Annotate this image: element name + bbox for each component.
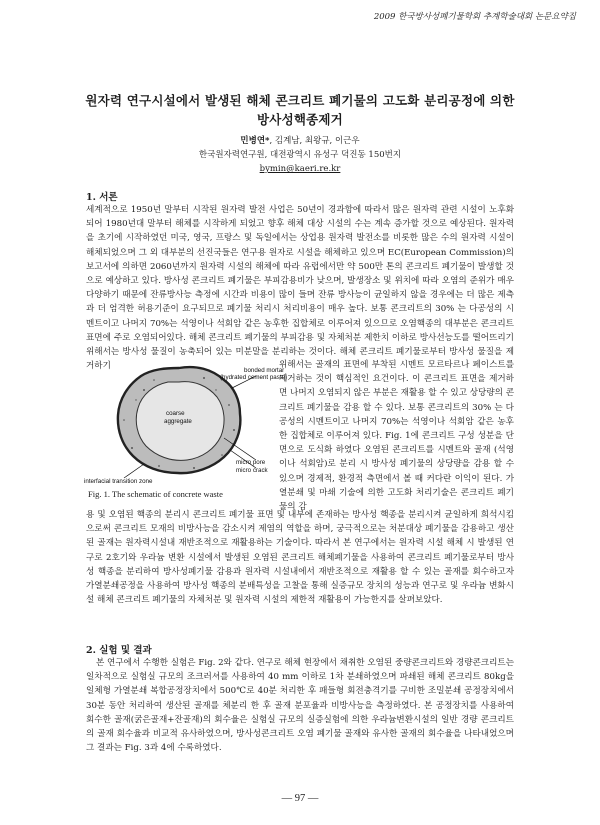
page-number: — 97 — [281,793,319,804]
section-1-right-column [279,358,514,513]
co-authors: , 김계남, 최왕규, 이근우 [269,136,360,146]
section-1-continuation [86,508,514,636]
label-coarse-line2: aggregate [164,418,192,425]
author-list [0,134,600,148]
label-micro-crack: micro crack [236,467,268,474]
section-2-heading: 2. 실험 및 결과 [86,645,152,656]
label-itz: interfacial transition zone [84,478,153,485]
lead-author: 민병연* [240,136,270,146]
concrete-schematic-diagram [84,360,288,485]
section-1-continuation-body: 용 및 오염된 핵종의 분리시 콘크리트 폐기물 표면 및 내부에 존재하는 방사성 핵종을 분리시켜 균일하게 희석시킴으로써 콘크리트 모재의 비방사능을 감소시켜 제염의 역할을 하며, 궁극적으로는 처분대상 폐기물을 감용하고 생산된 골재는 원자력시설내 재반조적으로 재활용하는 기술이다. 따라서 본 연구에서는 원자력 시설 해체 시 발생된 연구로 2호기와 우라늄 변환 시설에서 발생된 오염된 콘크리트 해체폐기물을 사용하여 콘크리트 폐기물로부터 방사성 핵종을 분리하여 방사성폐기물 감용과 원자력 시설내에서 재반조적으로 재활용 할 수 있는 골재를 회수하고자 가열분쇄공정을 사용하여 방사성 핵종의 분배특성을 고찰을 통해 실증규모 장치의 성능과 연구로 및 우라늄 변화시설 해체 콘크리트 폐기물의 자체처분 및 원자력 시설의 제한적 재활용이 가능한지를 살펴보았다. [86,510,514,606]
title-line-1: 원자력 연구시설에서 발생된 해체 콘크리트 폐기물의 고도화 분리공정에 의한 [85,93,515,108]
section-1-right-body: 위해서는 골재의 표면에 부착된 시멘트 모르타르나 페이스트를 제거하는 것이 핵심적인 요건이다. 이 콘크리트 표면을 제거하면 나머지 오염되지 않은 부분은 재활용 할 수 있고 상당량의 콘크리트 폐기물을 감용 할 수 있다. 보통 콘크리트의 30% 는 다공성의 시멘트이고 나머지 70%는 석영이나 석회암 같은 농후한 집합체로 이루어져 있다. Fig. 1에 콘크리트 구성 성분을 단면으로 도식화 하였다 오염된 콘크리트를 시멘트와 골재 (석영이나 석회암)로 분리 시 방사성 폐기물의 상당량을 감용 할 수 있으며 경제적, 환경적 측면에서 볼 때 커다란 이익이 된다. 가열분쇄 및 마쇄 기술에 의한 고도화 처리기술은 콘크리트 폐기물의 감 [279,360,514,513]
figure-1 [84,360,288,505]
affiliation: 한국원자력연구원, 대전광역시 유성구 덕진동 150번지 [198,150,402,160]
paper-title [60,91,540,129]
leader-itz [124,464,144,478]
label-coarse-line1: coarse [166,410,185,417]
section-1-body: 세계적으로 1950년 말부터 시작된 원자력 발전 사업은 50년이 경과함에 따라서 많은 원자력 관련 시설이 노후화되어 1980년대 말부터 해체를 시작하게 되었고 향후 해체 대상 시설의 수는 계속 증가할 것으로 예상된다. 원자력을 초기에 시작하였던 미국, 영국, 프랑스 및 독일에서는 상업용 원자력 발전소를 비롯한 많은 수의 원자력 시설이 해체되었으며 그 외 대부분의 선진국들은 연구용 원자로 시설을 해체하고 있으며 EC(European Commission)의 보고서에 의하면 2060년까지 원자력 시설의 해체에 따라 유럽에서만 약 500만 톤의 콘크리트 폐기물이 발생할 것으로 예상하고 있다. 방사성 콘크리트 폐기물은 부피감용비가 낮으며, 발생장소 및 위치에 따라 오염의 준위가 매우 다양하기 때문에 잔류방사능 측정에 시간과 비용이 많이 들며 잔류 방사능이 균일하지 않을 경우에는 더 많은 제측과 더 엄격한 허용기준이 요구되므로 폐기물 처리시 처리비용이 매우 높다. 보통 콘크리트의 30% 는 다공성의 시멘트이고 나머지 70%는 석영이나 석회암 같은 농후한 집합체로 이루어져 있으므로 오염핵종의 대부분은 콘크리트 표면에 주로 오염되어있다. 해체 콘크리트 폐기물의 부피감용 및 자체처분 제한치 이하로 방사선능도를 떨어뜨리기 위해서는 방사성 물질이 농축되어 있는 미분말을 분리하는 것이다. 해체 콘크리트 폐기물로부터 방사성 물질을 제거하기 [86,205,514,372]
section-2-paragraph [86,656,514,784]
running-header: 2009 한국방사성폐기물학회 추계학술대회 논문요약집 [373,12,576,22]
section-1-heading: 1. 서론 [86,192,118,203]
author-email[interactable]: bymin@kaeri.re.kr [259,164,341,174]
figure-1-caption: Fig. 1. The schematic of concrete waste [88,489,223,499]
section-2-body: 본 연구에서 수행한 실험은 Fig. 2와 같다. 연구로 해체 현장에서 채취한 오염된 중량콘크리트와 경량콘크리트는 일차적으로 실험실 규모의 조크러셔를 사용하여 40 mm 이하로 1차 분쇄하였으며 파쇄된 해체 콘크리트 80kg을 일체형 가열분쇄 복합공정장치에서 500℃로 40분 처리한 후 패들형 회전충격기를 구비한 조밀분쇄 공정장치에서 30분 동안 처리하여 생산된 골재를 체분리 한 후 골재 분포율과 비방사능을 측정하였다. 본 공정장치를 사용하여 회수한 골재(굵은골재+잔골재)의 회수율은 실험실 규모의 실증실험에 의한 우라늄변환시설의 일반 경량 콘크리트의 골재 회수율과 비교적 유사하였으며, 방사성콘크리트 오염 폐기물 골재와 유사한 골재의 회수율을 나타내었으며 그 결과는 Fig. 3과 4에 수록하였다. [86,658,514,754]
title-line-2: 방사성핵종제거 [257,112,343,127]
label-mortar-line1: bonded mortar [244,367,285,374]
label-mortar-line2: (hydrated cement paste) [220,374,288,381]
label-micro-pore: micro pore [236,459,266,466]
